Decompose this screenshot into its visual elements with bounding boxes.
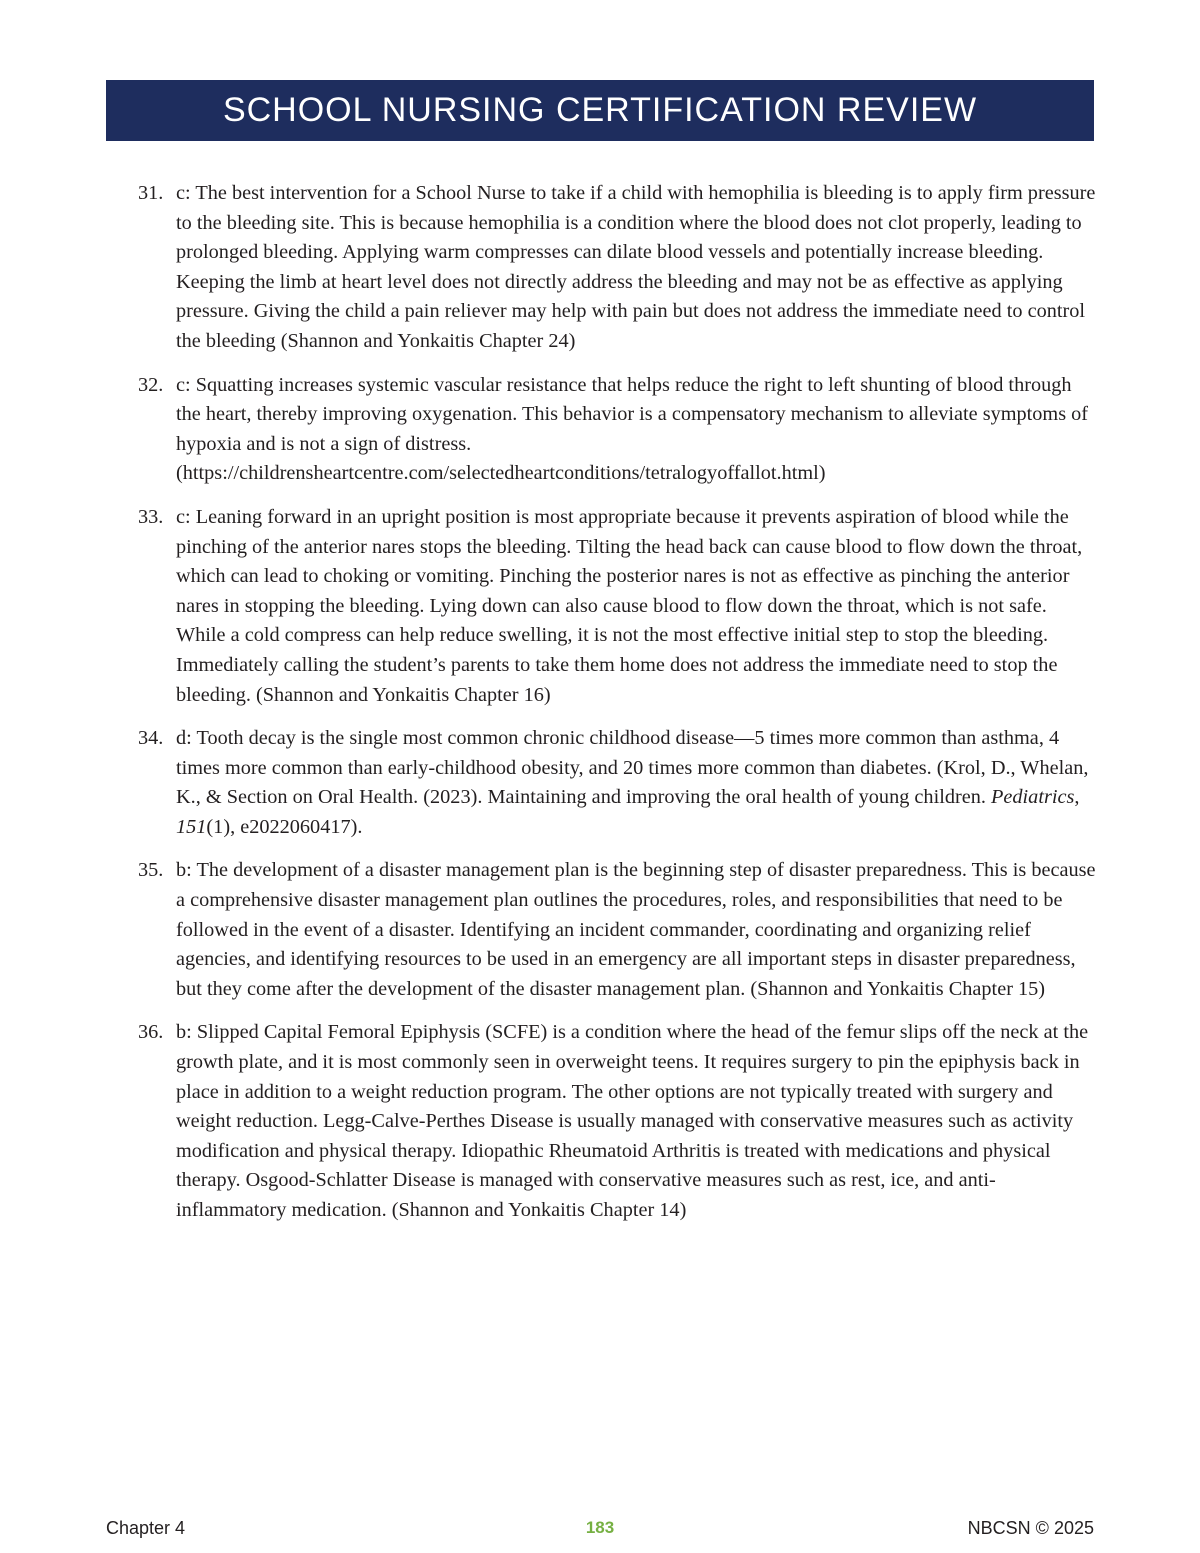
answer-item-33 [138,503,1098,710]
answer-text-part: d: Tooth decay is the single most common chronic childhood disease—5 times more common than asthma, 4 times more common than early-childhood obesity, and 20 times more common than diabetes. (Krol, D., Whelan, K., & Section on Oral Health. (2023). Maintaining and improving the oral health of young children. [176,727,1089,809]
page-title: SCHOOL NURSING CERTIFICATION REVIEW [222,91,978,129]
answer-item-35 [138,856,1098,1004]
answer-number: 35. [138,859,164,882]
answer-text: c: Leaning forward in an upright position is most appropriate because it prevents aspiration of blood while the pinching of the anterior nares stops the bleeding. Tilting the head back can cause blood to flow down the throat, which can lead to choking or vomiting. Pinching the posterior nares is not as effective as pinching the anterior nares in stopping the bleeding. Lying down can also cause blood to flow down the throat, which is not safe. While a cold compress can help reduce swelling, it is not the most effective initial step to stop the bleeding. Immediately calling the student’s parents to take them home does not address the immediate need to stop the bleeding. (Shannon and Yonkaitis Chapter 16) [176,505,1083,706]
answer-item-34 [138,724,1098,842]
header-banner [106,80,1094,141]
footer-copyright: NBCSN © 2025 [967,1518,1094,1538]
footer-page-number: 183 [585,1518,615,1537]
answer-number: 36. [138,1021,164,1044]
answer-list [138,179,1098,1240]
journal-volume: 151 [176,815,207,838]
answer-number: 34. [138,727,164,750]
answer-number: 32. [138,373,164,396]
answer-text: c: The best intervention for a School Nurse to take if a child with hemophilia is bleeding is to apply firm pressure to the bleeding site. This is because hemophilia is a condition where the blood does not clot properly, leading to prolonged bleeding. Applying warm compresses can dilate blood vessels and potentially increase bleeding. Keeping the limb at heart level does not directly address the bleeding and may not be as effective as applying pressure. Giving the child a pain reliever may help with pain but does not address the immediate need to control the bleeding (Shannon and Yonkaitis Chapter 24) [176,182,1096,352]
answer-number: 31. [138,182,164,204]
answer-text-part: (1), e2022060417). [206,815,363,838]
footer-chapter: Chapter 4 [106,1518,186,1538]
answer-item-36 [138,1018,1098,1225]
answer-text: b: The development of a disaster management plan is the beginning step of disaster preparedness. This is because a comprehensive disaster management plan outlines the procedures, roles, and responsibilities that need to be followed in the event of a disaster. Identifying an incident commander, coordinating and organizing relief agencies, and identifying resources to be used in an emergency are all important steps in disaster preparedness, but they come after the development of the disaster management plan. (Shannon and Yonkaitis Chapter 15) [176,859,1096,1000]
answer-item-32 [138,371,1098,489]
answer-text: b: Slipped Capital Femoral Epiphysis (SCFE) is a condition where the head of the femur slips off the neck at the growth plate, and it is most commonly seen in overweight teens. It requires surgery to pin the epiphysis back in place in addition to a weight reduction program. The other options are not typically treated with surgery and weight reduction. Legg-Calve-Perthes Disease is usually managed with conservative measures such as activity modification and physical therapy. Idiopathic Rheumatoid Arthritis is treated with medications and physical therapy. Osgood-Schlatter Disease is managed with conservative measures such as rest, ice, and anti-inflammatory medication. (Shannon and Yonkaitis Chapter 14) [176,1021,1089,1221]
answer-text: c: Squatting increases systemic vascular resistance that helps reduce the right to left shunting of blood through the heart, thereby improving oxygenation. This behavior is a compensatory mechanism to alleviate symptoms of hypoxia and is not a sign of distress. (https://childrensheartcentre.com/selectedheartconditions/tetralogyoffallot.html) [176,373,1089,485]
citation-separator: , [1074,786,1080,809]
answer-item-31 [138,179,1098,357]
answer-text [176,724,1098,842]
answer-number: 33. [138,505,164,528]
journal-title: Pediatrics [991,786,1075,809]
